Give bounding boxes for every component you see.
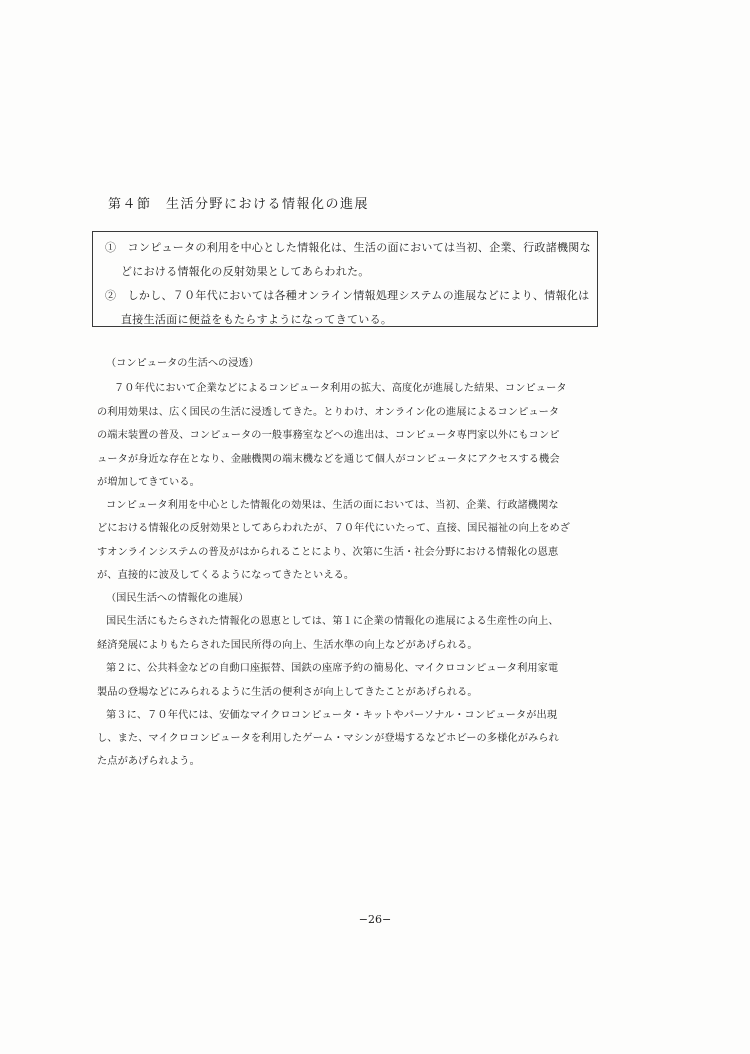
paragraph-1-line: が増加してきている。 — [97, 477, 200, 488]
paragraph-5-line: た点があげられよう。 — [97, 756, 200, 767]
page-number: −26− — [358, 913, 392, 926]
section-title: 第４節 生活分野における情報化の進展 — [108, 197, 370, 212]
paragraph-1-line: ７０年代において企業などによるコンピュータ利用の拡大、高度化が進展した結果、コンピュータ — [114, 383, 567, 394]
paragraph-4-line: 第２に、公共料金などの自動口座振替、国鉄の座席予約の簡易化、マイクロコンピュータ利用家電 — [106, 663, 559, 674]
paragraph-2-line: どにおける情報化の反射効果としてあらわれたが、７０年代にいたって、直接、国民福祉の向上をめざ — [97, 523, 571, 534]
paragraph-1-line: の端末装置の普及、コンピュータの一般事務室などへの進出は、コンピュータ専門家以外にもコンピ — [97, 430, 560, 441]
summary-item-2-continued: 直接生活面に便益をもたらすようになってきている。 — [121, 313, 393, 326]
paragraph-4-line: 製品の登場などにみられるように生活の便利さが向上してきたことがあげられる。 — [97, 687, 478, 698]
paragraph-2-line: すオンラインシステムの普及がはかられることにより、次第に生活・社会分野における情報化の恩恵 — [97, 547, 559, 558]
paragraph-5-line: 第３に、７０年代には、安価なマイクロコンピュータ・キットやパーソナル・コンピュータが出現 — [106, 710, 558, 721]
summary-box — [92, 231, 598, 327]
paragraph-1-line: ュータが身近な存在となり、金融機関の端末機などを通じて個人がコンピュータにアクセスする機会 — [97, 454, 560, 465]
subsection-heading-1: （コンピュータの生活への浸透） — [106, 358, 259, 369]
subsection-heading-2: （国民生活への情報化の進展） — [106, 593, 249, 604]
paragraph-1-line: の利用効果は、広く国民の生活に浸透してきた。とりわけ、オンライン化の進展によるコンピュータ — [97, 407, 560, 418]
summary-item-1: ① コンピュータの利用を中心とした情報化は、生活の面においては当初、企業、行政諸機関な — [105, 241, 591, 254]
summary-item-2: ② しかし、７０年代においては各種オンライン情報処理システムの進展などにより、情報化は — [105, 289, 590, 302]
summary-item-1-continued: どにおける情報化の反射効果としてあらわれた。 — [121, 265, 370, 278]
paragraph-2-line: コンピュータ利用を中心とした情報化の効果は、生活の面においては、当初、企業、行政諸機関な — [106, 500, 559, 511]
paragraph-5-line: し、また、マイクロコンピュータを利用したゲーム・マシンが登場するなどホビーの多様化がみられ — [97, 733, 559, 744]
paragraph-3-line: 国民生活にもたらされた情報化の恩恵としては、第１に企業の情報化の進展による生産性の向上、 — [106, 616, 559, 627]
paragraph-3-line: 経済発展によりもたらされた国民所得の向上、生活水準の向上などがあげられる。 — [97, 640, 478, 651]
paragraph-2-line: が、直接的に波及してくるようになってきたといえる。 — [97, 570, 355, 581]
